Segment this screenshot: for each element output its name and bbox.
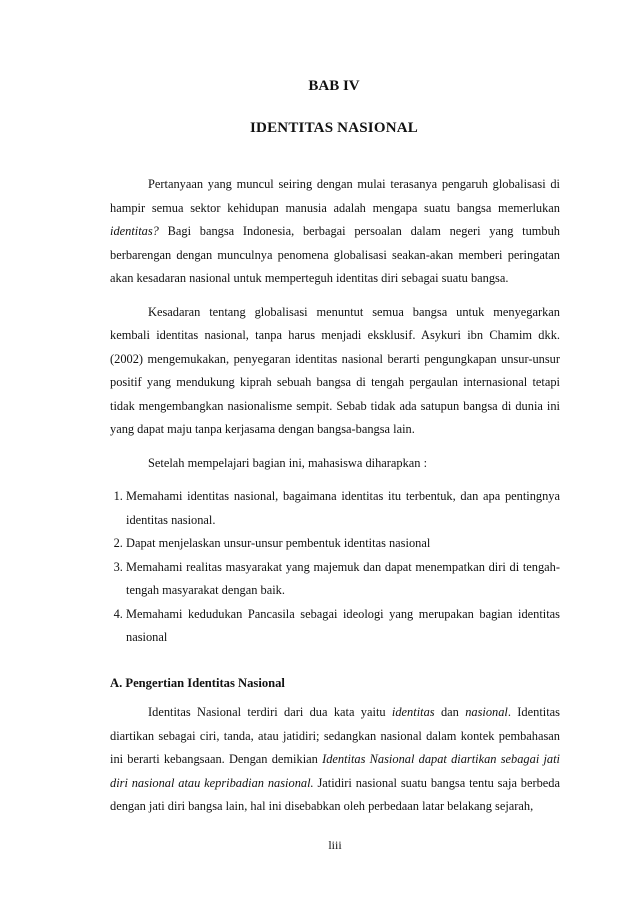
document-body: [110, 173, 560, 827]
list-item: 1. Memahami identitas nasional, bagaimana identitas itu terbentuk, dan apa pentingnya identitas nasional.: [126, 485, 560, 532]
paragraph-text: Bagi bangsa Indonesia, berbagai persoalan dalam negeri yang tumbuh berbarengan dengan munculnya penomena globalisasi seakan-akan memberi peringatan akan kesadaran nasional untuk memperteguh identitas diri sebagai suatu bangsa.: [110, 224, 560, 285]
italic-definition: Identitas Nasional dapat diartikan sebagai jati diri nasional atau kepribadian nasional.: [110, 752, 561, 790]
italic-term: identitas: [391, 705, 435, 719]
section-heading: A. Pengertian Identitas Nasional: [110, 675, 285, 690]
paragraph-text: Pertanyaan yang muncul seiring dengan mulai terasanya pengaruh globalisasi di hampir semua sektor kehidupan manusia adalah mengapa suatu bangsa memerlukan: [110, 177, 560, 215]
chapter-title: IDENTITAS NASIONAL: [250, 120, 418, 136]
paragraph-text: . Identitas diartikan sebagai ciri, tanda, atau jatidiri; sedangkan nasional dalam kontek pembahasan ini berarti kebangsaan. Dengan demikian: [110, 705, 560, 766]
paragraph-text: dan: [434, 705, 466, 719]
paragraph-text: Identitas Nasional terdiri dari dua kata yaitu: [148, 705, 392, 719]
list-item: 3. Memahami realitas masyarakat yang majemuk dan dapat menempatkan diri di tengah-tengah masyarakat dengan baik.: [126, 556, 560, 603]
italic-term: nasional: [465, 705, 508, 719]
page-number: liii: [328, 838, 342, 852]
paragraph-intro: [110, 173, 560, 291]
list-item: 4. Memahami kedudukan Pancasila sebagai ideologi yang merupakan bagian identitas nasional: [126, 603, 560, 650]
objectives-list: [110, 485, 560, 650]
chapter-heading: BAB IV: [308, 78, 360, 94]
paragraph-objectives-intro: Setelah mempelajari bagian ini, mahasiswa diharapkan :: [148, 455, 428, 470]
italic-term: identitas?: [110, 224, 159, 238]
list-item: 2. Dapat menjelaskan unsur-unsur pembentuk identitas nasional: [126, 532, 560, 556]
paragraph-globalization: Kesadaran tentang globalisasi menuntut semua bangsa untuk menyegarkan kembali identitas nasional, tanpa harus menjadi eksklusif. Asykuri ibn Chamim dkk. (2002) mengemukakan, penyegaran identitas nasional berarti pengungkapan unsur-unsur positif yang mendukung kiprah sebuah bangsa di tengah pergaulan internasional tetapi tidak mengembangkan nasionalisme sempit. Sebab tidak ada satupun bangsa di dunia ini yang dapat maju tanpa kerjasama dengan bangsa-bangsa lain.: [110, 304, 560, 436]
paragraph-definition: [110, 701, 560, 819]
paragraph-text: Jatidiri nasional suatu bangsa tentu saja berbeda dengan jati diri bangsa lain, hal ini disebabkan oleh perbedaan latar belakang sejarah,: [110, 775, 560, 813]
